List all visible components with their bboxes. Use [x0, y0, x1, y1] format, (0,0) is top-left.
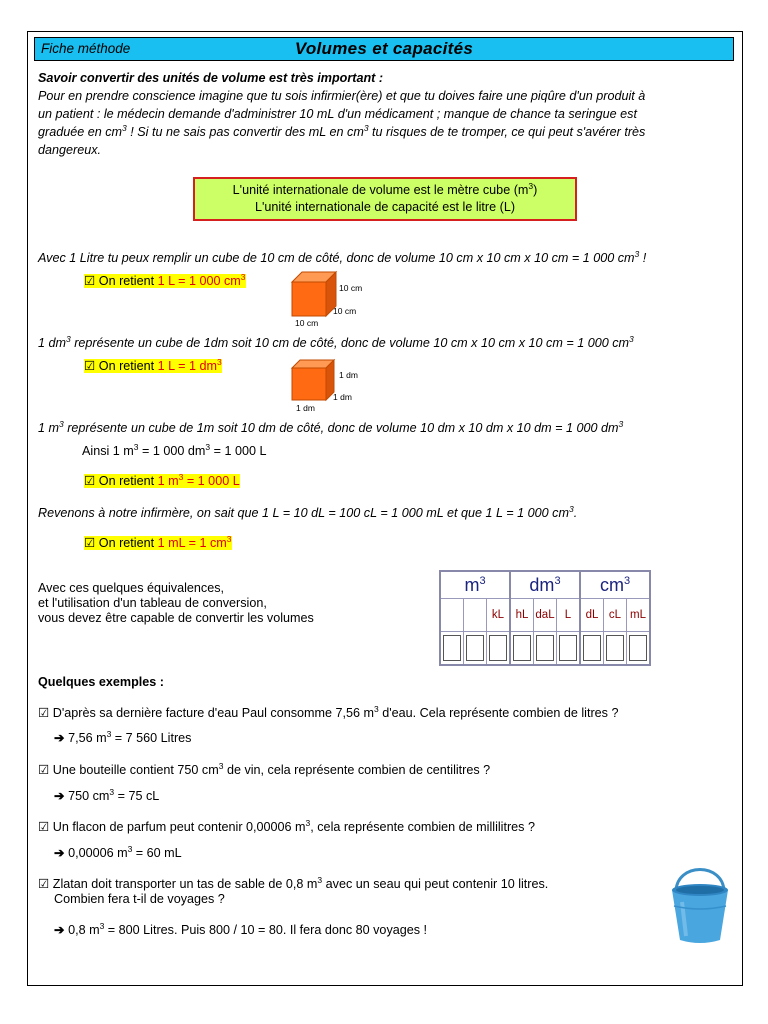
conversion-table — [439, 570, 651, 666]
digit-cell — [487, 632, 511, 666]
header-bar — [34, 37, 734, 61]
intro-line-2: un patient : le médecin demande d'administrer 10 mL d'un médicament ; manque de chance ta seringue est — [38, 107, 637, 121]
conversion-text-2: et l'utilisation d'un tableau de conversion, — [38, 596, 267, 610]
example-2-question: ☑ Une bouteille contient 750 $cm^3$ de vin, cela représente combien de centilitres ? — [38, 761, 491, 777]
unit-m3: $m^3$ — [440, 571, 510, 599]
sec3-ainsi: Ainsi 1 $m^3 = 1$ 000 $dm^3 = 1$ 000 L — [82, 442, 267, 458]
definition-box — [193, 177, 577, 221]
sec3-rule: 1 $m^3 = 1$ 000 L — [157, 472, 240, 488]
sec1-rule: 1 L = 1 000 $cm^3$ — [157, 272, 246, 288]
cube1-label-width: 10 cm — [295, 318, 319, 328]
sec2-rule: 1 L = 1 $dm^3$ — [157, 357, 222, 373]
example-2-answer: ➔ 750 $cm^3 = 75$ cL — [54, 787, 160, 803]
digit-cell — [440, 632, 464, 666]
subunit-kl: kL — [487, 599, 511, 632]
digit-cell — [464, 632, 487, 666]
intro-line-1: Pour en prendre conscience imagine que tu sois infirmier(ère) et que tu doives faire une piqûre d'un produit à — [38, 89, 646, 103]
subunit-l: L — [557, 599, 581, 632]
fiche-label: Fiche méthode — [41, 41, 131, 56]
example-1-answer: ➔ 7,56 $m^3 = 7$ 560 Litres — [54, 729, 192, 745]
definition-volume: L'unité internationale de volume est le mètre cube $(m^3)$ — [232, 181, 538, 197]
definition-capacity: L'unité internationale de capacité est le litre (L) — [254, 200, 516, 214]
example-4-question-line-2: Combien fera t-il de voyages ? — [54, 892, 225, 906]
unit-cm3: $cm^3$ — [580, 571, 650, 599]
digit-cell — [557, 632, 581, 666]
digit-cell — [534, 632, 557, 666]
subunit-dal: daL — [534, 599, 557, 632]
example-4-answer: ➔ 0,8 $m^3 = 800$ Litres. Puis 800 / 10 = 80. Il fera donc 80 voyages ! — [54, 921, 428, 937]
digit-cell — [604, 632, 627, 666]
sec4-text: Revenons à notre infirmère, on sait que 1 L = 10 dL = 100 cL = 1 000 mL et que 1 L = 1 000 $cm^3$. — [38, 504, 578, 520]
sec4-rule: 1 mL = 1 $cm^3$ — [157, 534, 232, 550]
example-3-answer: ➔ 0,00006 $m^3 = 60$ mL — [54, 844, 182, 860]
digit-cell — [627, 632, 651, 666]
digit-cell — [510, 632, 534, 666]
sec2-retient: ☑ On retient 1 L = 1 $dm^3$ — [84, 357, 222, 373]
sec1-text: Avec 1 Litre tu peux remplir un cube de 10 cm de côté, donc de volume 10 cm x 10 cm x 10 cm = 1 000 $cm^3$ ! — [38, 249, 647, 265]
subunit-dl: dL — [580, 599, 604, 632]
example-1-question: ☑ D'après sa dernière facture d'eau Paul consomme 7,56 $m^3$ d'eau. Cela représente combien de litres ? — [38, 704, 619, 720]
intro-line-4: dangereux. — [38, 143, 102, 157]
conversion-text-3: vous devez être capable de convertir les volumes — [38, 611, 314, 625]
subunit-cl: cL — [604, 599, 627, 632]
subunit-ml: mL — [627, 599, 651, 632]
conversion-text-1: Avec ces quelques équivalences, — [38, 581, 224, 595]
cube-10cm-icon — [290, 270, 338, 318]
unit-dm3: $dm^3$ — [510, 571, 580, 599]
cube2-label-height: 1 dm — [339, 370, 358, 380]
examples-heading: Quelques exemples : — [38, 675, 164, 689]
intro-heading: Savoir convertir des unités de volume est très important : — [38, 71, 384, 85]
sec3-retient: ☑ On retient 1 $m^3 = 1$ 000 L — [84, 472, 240, 488]
subunit-cell — [440, 599, 464, 632]
intro-line-3: graduée en $cm^3$ ! Si tu ne sais pas convertir des mL en $cm^3$ tu risques de te tromper, ce qui peut s'avérer très — [38, 123, 646, 139]
cube1-label-height: 10 cm — [339, 283, 363, 293]
cube2-label-depth: 1 dm — [333, 392, 352, 402]
sec3-text: 1 $m^3$ représente un cube de 1m soit 10 dm de côté, donc de volume 10 dm x 10 dm x 10 dm = 1 000 $dm^3$ — [38, 419, 624, 435]
bucket-icon — [668, 862, 732, 946]
cube-1dm-icon — [290, 358, 336, 402]
page-title: Volumes et capacités — [294, 39, 474, 58]
sec1-retient: ☑ On retient 1 L = 1 000 $cm^3$ — [84, 272, 246, 288]
cube2-label-width: 1 dm — [296, 403, 315, 413]
cube1-label-depth: 10 cm — [333, 306, 357, 316]
subunit-cell — [464, 599, 487, 632]
sec4-retient: ☑ On retient 1 mL = 1 $cm^3$ — [84, 534, 232, 550]
digit-cell — [580, 632, 604, 666]
example-4-question: ☑ Zlatan doit transporter un tas de sable de 0,8 $m^3$ avec un seau qui peut contenir 10 litres. — [38, 875, 549, 891]
sec2-text: 1 $dm^3$ représente un cube de 1dm soit 10 cm de côté, donc de volume 10 cm x 10 cm x 10 cm = 1 000 $cm^3$ — [38, 334, 634, 350]
example-3-question: ☑ Un flacon de parfum peut contenir 0,00006 $m^3$, cela représente combien de millilitres ? — [38, 818, 535, 834]
subunit-hl: hL — [510, 599, 534, 632]
